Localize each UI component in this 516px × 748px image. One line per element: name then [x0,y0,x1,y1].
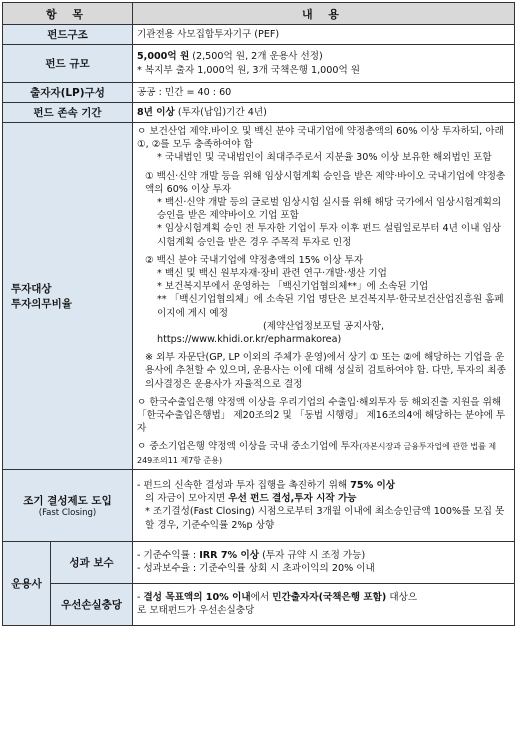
row-lp-composition [3,83,515,103]
value-performance-fee [133,541,515,583]
value-investment [133,123,515,470]
label-manager: 운용사 [3,541,51,625]
early-closing-line-2 [137,492,510,505]
loss-line-1-dash: - [137,592,144,604]
label-early-closing-sub: (Fast Closing) [38,507,97,518]
value-early-closing [133,469,515,541]
inv-paragraph-4: ※ 외부 자문단(GP, LP 이외의 주체가 운영)에서 상기 ① 또는 ②에 해당하는 기업을 운용사에 추천할 수 있으며, 운용사는 이에 대해 성실히 검토하여야 함. 다만, 투자의 최종 의사결정은 운용사가 자율적으로 결정 [145,352,506,390]
value-loss-coverage [133,583,515,625]
fund-size-detail: (2,500억 원, 2개 운용사 선정) [189,51,323,63]
loss-line-1 [137,591,510,604]
inv-paragraph-3-note-2: * 보건복지부에서 운영하는 「백신기업협의체**」에 소속된 기업 [157,281,429,293]
fund-overview-table [2,2,515,626]
perf-line-1 [137,549,510,562]
inv-paragraph-3-note-3: ** 「백신기업협의체」에 소속된 기업 명단은 보건복지부·한국보건산업진흥원 홈페이지에 게시 예정 [157,294,504,319]
early-closing-note: * 조기결성(Fast Closing) 시점으로부터 3개월 이내에 최소승인금액 100%를 모집 못할 경우, 기준수익률 2%p 상향 [145,506,505,531]
loss-line-1-rest: 대상으 [386,592,418,604]
inv-paragraph-3-note-4: (제약산업정보포털 공지사항, [262,320,385,332]
value-duration [133,103,515,123]
value-fund-structure: 기관전용 사모집합투자기구 (PEF) [133,25,515,45]
label-fund-structure: 펀드구조 [3,25,133,45]
value-fund-size [133,45,515,83]
duration-years: 8년 이상 [137,106,175,118]
perf-hurdle-note: (투자 규약 시 조정 가능) [259,550,366,562]
label-performance-fee: 성과 보수 [51,541,133,583]
label-early-closing [3,469,133,541]
label-investment [3,123,133,470]
duration-detail: (투자(납입)기간 4년) [174,106,267,118]
fund-size-amount: 5,000억 원 [137,51,190,63]
label-investment-target: 투자대상 [11,282,52,295]
inv-portal-link: https://www.khidi.or.kr/epharmakorea) [157,334,342,346]
header-item: 항 목 [3,3,133,25]
row-loss-coverage [3,583,515,625]
early-closing-line-2-text: 의 자금이 모아지면 [145,493,229,505]
fund-size-note: * 복지부 출자 1,000억 원, 3개 국책은행 1,000억 원 [137,64,361,76]
row-fund-structure [3,25,515,45]
label-investment-ratio: 투자의무비율 [11,297,72,310]
early-closing-threshold: 75% 이상 [350,479,396,491]
perf-hurdle-label: - 기준수익률 : [137,550,200,562]
inv-paragraph-6-main: ㅇ 중소기업은행 약정액 이상을 국내 중소기업에 투자 [137,441,360,453]
early-closing-line-1-text: - 펀드의 신속한 결성과 투자 집행을 촉진하기 위해 [137,479,351,491]
label-fund-size: 펀드 규모 [3,45,133,83]
header-content: 내 용 [133,3,515,25]
loss-beneficiary: 민간출자자(국책은행 포함) [272,592,387,604]
loss-limit: 결성 목표액의 10% 이내 [143,592,251,604]
inv-paragraph-5: ㅇ 한국수출입은행 약정액 이상을 우리기업의 수출입·해외투자 등 해외진출 지원을 위해 「한국수출입은행법」 제20조의2 및 「동법 시행령」 제16조의4에 해당하는 분야에 투자 [137,396,506,435]
inv-paragraph-2-note-1: * 백신·신약 개발 등의 글로벌 임상시험 실시를 위해 해당 국가에서 임상시험계획의 승인을 받은 제약바이오 기업 포함 [157,197,502,222]
label-duration: 펀드 존속 기간 [3,103,133,123]
inv-paragraph-6 [137,440,510,466]
label-early-closing-title: 조기 결성제도 도입 [23,494,112,507]
perf-line-2: - 성과보수율 : 기준수익률 상회 시 초과이익의 20% 이내 [137,563,375,575]
early-closing-action: 우선 펀드 결성,투자 시작 가능 [228,493,357,505]
row-performance-fee [3,541,515,583]
value-lp-composition: 공공 : 민간 = 40 : 60 [133,83,515,103]
row-investment [3,123,515,470]
inv-paragraph-1: ㅇ 보건산업 제약.바이오 및 백신 분야 국내기업에 약정총액의 60% 이상 투자하되, 아래 ①, ②를 모두 충족하여야 함 [137,126,504,151]
inv-paragraph-6-legal: (자본시장과 금융투자업에 관한 법률 제249조의11 제7항 준용) [137,442,497,465]
inv-paragraph-3: ② 백신 분야 국내기업에 약정총액의 15% 이상 투자 [145,254,364,266]
inv-paragraph-3-note-1: * 백신 및 백신 원부자재·장비 관련 연구·개발·생산 기업 [157,268,387,280]
inv-paragraph-2-note-2: * 임상시험계획 승인 전 투자한 기업이 투자 이후 펀드 설립일로부터 4년 이내 임상시험계획 승인을 받은 경우 주목적 투자로 인정 [157,223,502,248]
row-early-closing [3,469,515,541]
loss-line-1-mid: 에서 [250,592,273,604]
table-header-row [3,3,515,25]
label-loss-coverage: 우선손실충당 [51,583,133,625]
perf-hurdle-value: IRR 7% 이상 [199,550,260,562]
inv-paragraph-1-note: * 국내법인 및 국내법인이 최대주주로서 지분율 30% 이상 보유한 해외법인 포함 [157,152,492,164]
inv-paragraph-2: ① 백신·신약 개발 등을 위해 임상시험계획 승인을 받은 제약·바이오 국내기업에 약정총액의 60% 이상 투자 [145,170,506,195]
loss-line-2: 로 모태펀드가 우선손실충당 [137,605,255,617]
early-closing-line-1 [137,479,510,492]
label-lp-composition: 출자자(LP)구성 [3,83,133,103]
row-fund-size [3,45,515,83]
row-duration [3,103,515,123]
